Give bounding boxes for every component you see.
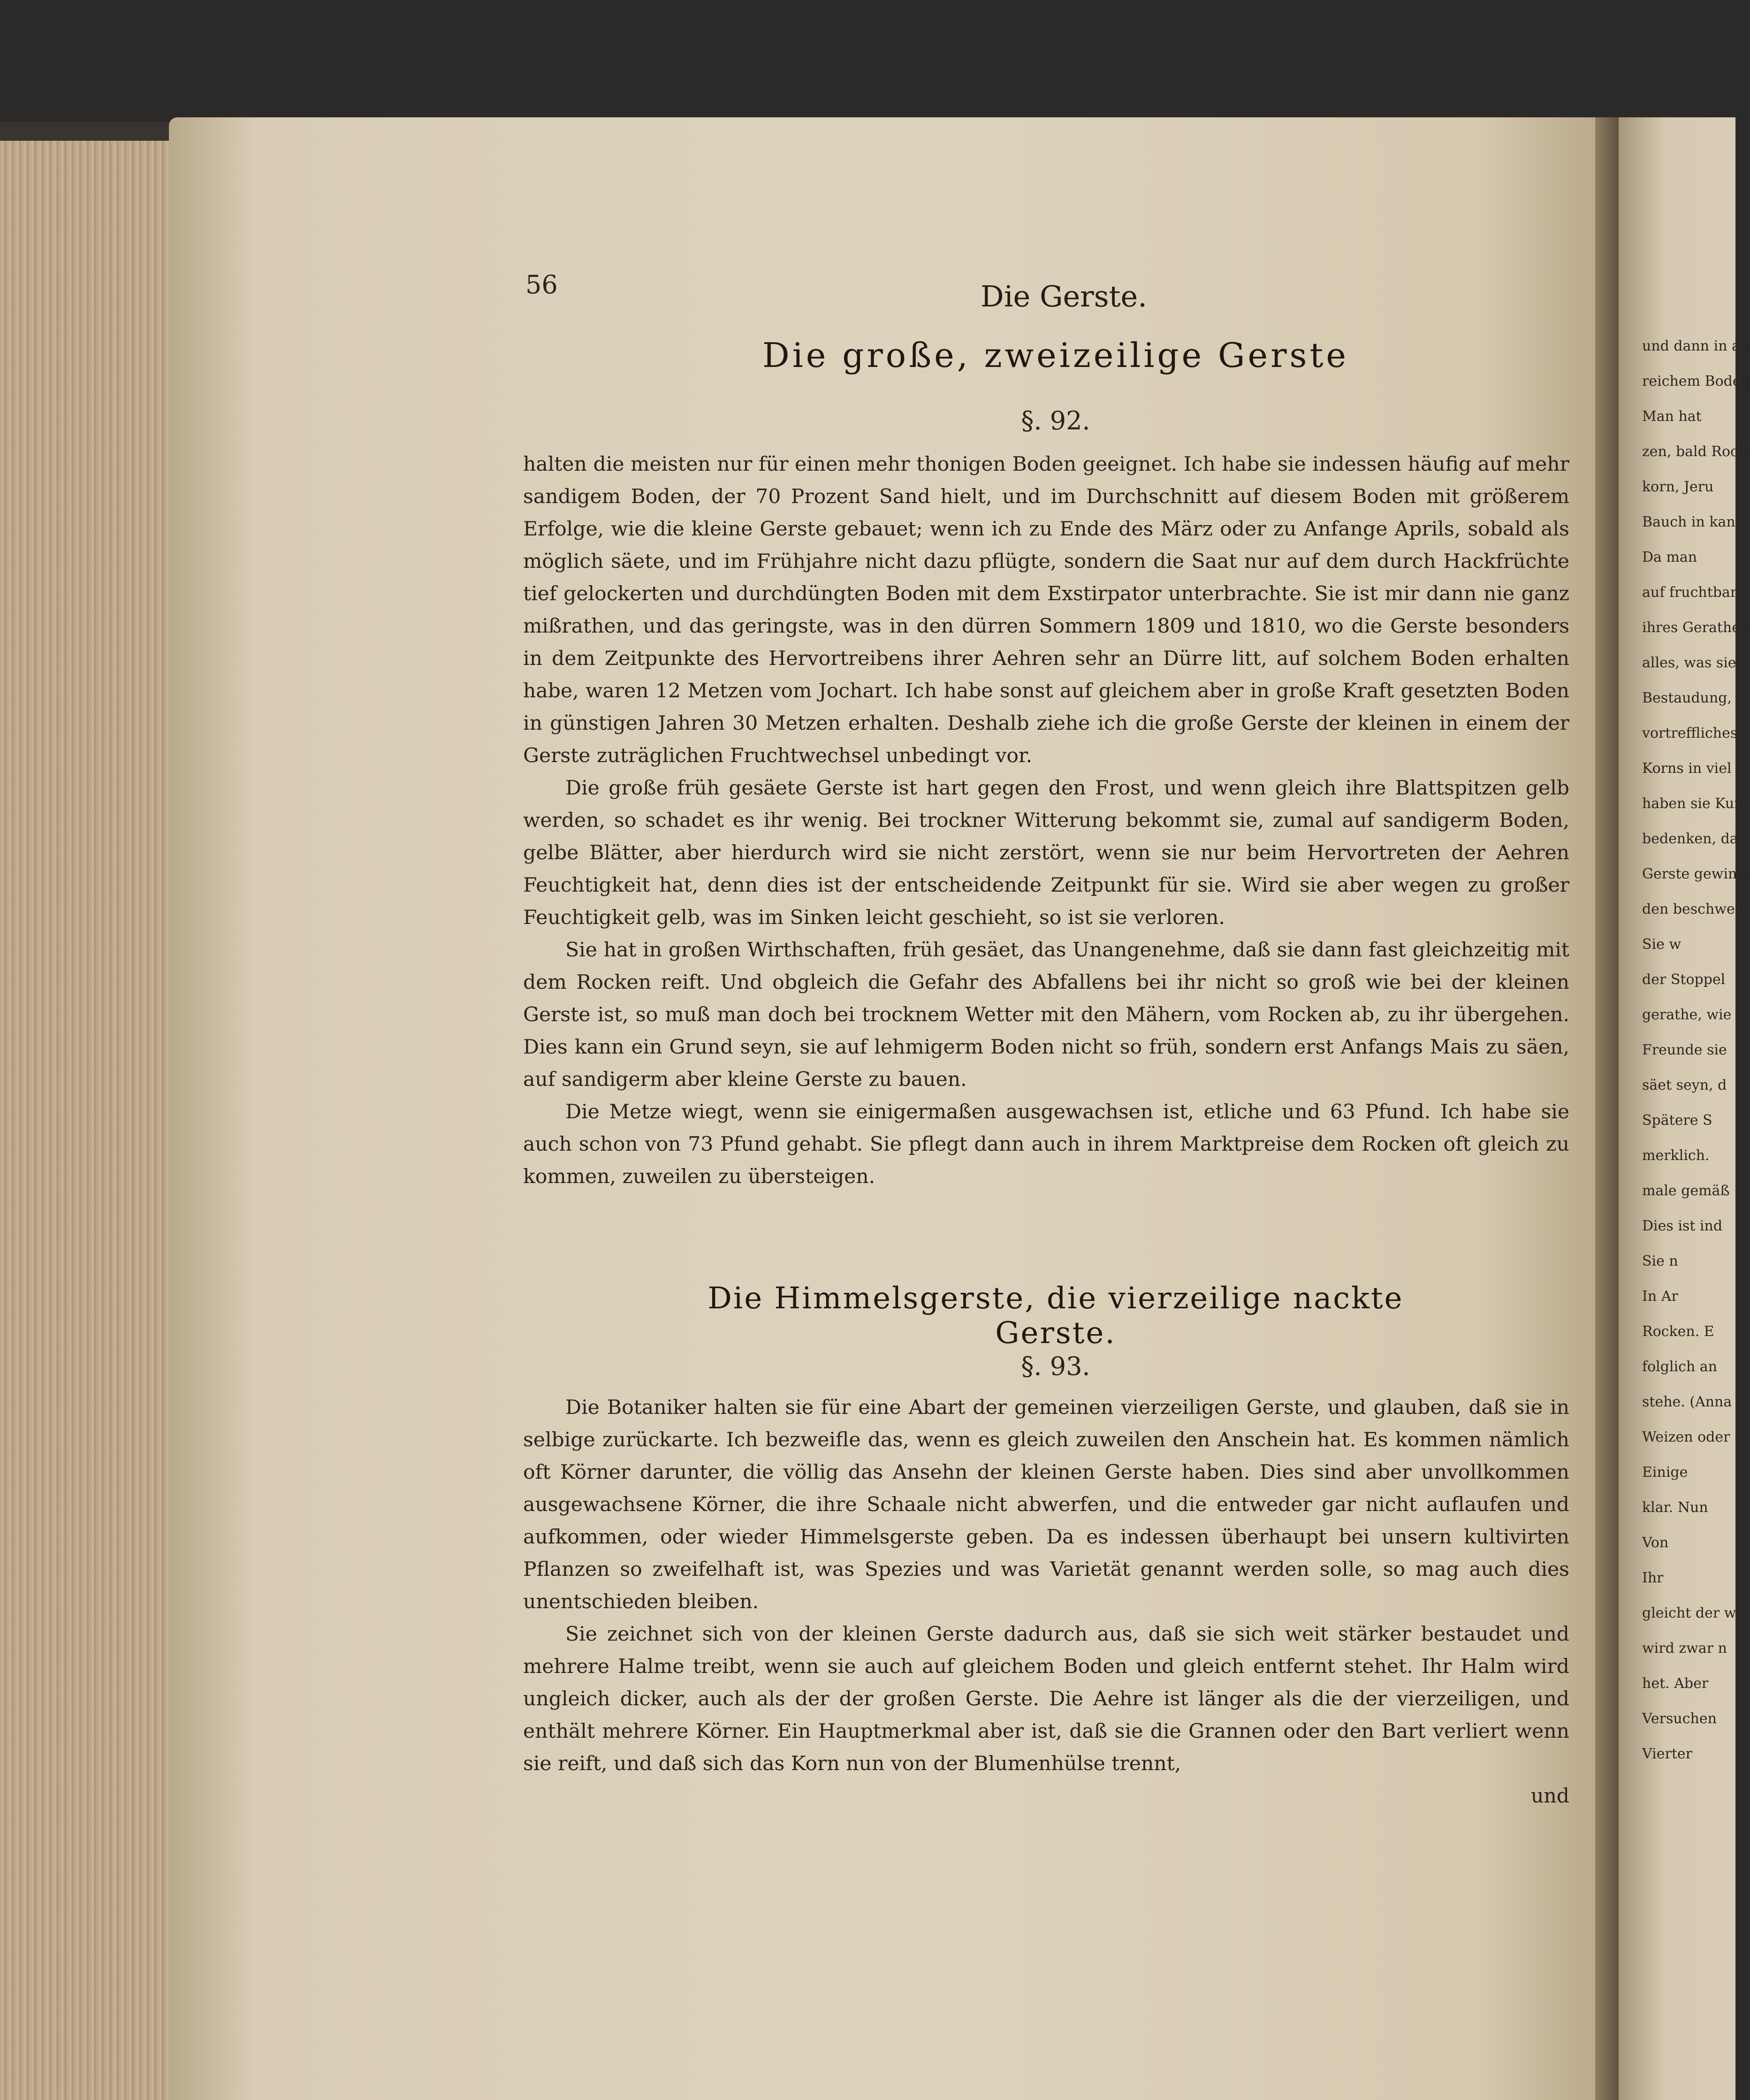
facing-page-line: Einige [1642,1464,1688,1481]
section-title-1: Die große, zweizeilige Gerste [762,336,1349,375]
facing-page-line: wird zwar n [1642,1640,1727,1657]
facing-page-line: korn, Jeru [1642,479,1714,495]
facing-page-line: Sie w [1642,936,1682,953]
facing-page-line: Man hat [1642,408,1702,425]
facing-page-text [1642,328,1750,1772]
facing-page-line: stehe. (Anna [1642,1394,1732,1410]
page-number: 56 [525,270,558,299]
facing-page-line: merklich. [1642,1147,1710,1164]
catchword: und [1531,1785,1569,1808]
facing-page-line: Bestaudung, [1642,690,1732,706]
facing-page-line: ihres Gerather [1642,619,1747,636]
facing-page-line: bedenken, da [1642,831,1738,847]
paragraph: Die große früh gesäete Gerste ist hart gegen den Frost, und wenn gleich ihre Blattspitzen gelb werden, so schadet es ihr wenig. Bei trockner Witterung bekommt sie, zumal auf sandigerm Boden, gelbe Blätter, aber hierdurch wird sie nicht zerstört, wenn sie nur beim Hervortreten der Aehren Feuchtigkeit hat, denn dies ist der entscheidende Zeitpunkt für sie. Wird sie aber wegen zu großer Feuchtigkeit gelb, was im Sinken leicht geschieht, so ist sie verloren. [523,777,1569,929]
facing-page-line: klar. Nun [1642,1499,1708,1516]
paragraph: halten die meisten nur für einen mehr thonigen Boden geeignet. Ich habe sie indessen häufig auf mehr sandigem Boden, der 70 Prozent Sand hielt, und im Durchschnitt auf diesem Boden mit größerem Erfolge, wie die kleine Gerste gebauet; wenn ich zu Ende des März oder zu Anfange Aprils, sobald als möglich säete, und im Frühjahre nicht dazu pflügte, sondern die Saat nur auf dem durch Hackfrüchte tief gelockerten und durchdüngten Boden mit dem Exstirpator unterbrachte. Sie ist mir dann nie ganz mißrathen, und das geringste, was in den dürren Sommern 1809 und 1810, wo die Gerste besonders in dem Zeitpunkte des Hervortreibens ihrer Aehren sehr an Dürre litt, auf solchem Boden erhalten habe, waren 12 Metzen vom Jochart. Ich habe sonst auf gleichem aber in große Kraft gesetzten Boden in günstigen Jahren 30 Metzen erhalten. Deshalb ziehe ich die große Gerste der kleinen in einem der Gerste zuträglichen Fruchtwechsel unbedingt vor. [523,453,1569,767]
facing-page-line: Weizen oder [1642,1429,1730,1445]
section-title-2: Die Himmelsgerste, die vierzeilige nackte Gerste. [708,1281,1404,1351]
facing-page-line: Versuchen [1642,1711,1717,1727]
paragraph: Die Metze wiegt, wenn sie einigermaßen ausgewachsen ist, etliche und 63 Pfund. Ich habe sie auch schon von 73 Pfund gehabt. Sie pflegt dann auch in ihrem Marktpreise dem Rocken oft gleich zu kommen, zuweilen zu übersteigen. [523,1100,1569,1188]
paragraph-number-93: §. 93. [1021,1352,1090,1381]
facing-page-line: haben sie Kur [1642,795,1741,812]
facing-page-line: Korns in viel g [1642,760,1745,777]
facing-page-line: het. Aber [1642,1675,1709,1692]
page-edges [0,141,178,2100]
facing-page-line: Bauch in kan [1642,514,1735,530]
facing-page-line: Gerste gewinn [1642,866,1746,882]
paragraph: Sie zeichnet sich von der kleinen Gerste dadurch aus, daß sie sich weit stärker bestaudet und mehrere Halme treibt, wenn sie auch auf gleichem Boden und gleich entfernt stehet. Ihr Halm wird ungleich dicker, auch als der der großen Gerste. Die Aehre ist länger als die der vierzeiligen, und enthält mehrere Körner. Ein Hauptmerkmal aber ist, daß sie die Grannen oder den Bart verliert wenn sie reift, und daß sich das Korn nun von der Blumenhülse trennt, [523,1623,1569,1775]
facing-page-line: Freunde sie [1642,1042,1727,1058]
facing-page-line: gerathe, wie [1642,1007,1732,1023]
facing-page-line: auf fruchtbar [1642,584,1737,601]
section-1-text [523,448,1569,1193]
facing-page-line: In Ar [1642,1288,1678,1305]
paragraph: Sie hat in großen Wirthschaften, früh gesäet, das Unangenehme, daß sie dann fast gleichzeitig mit dem Rocken reift. Und obgleich die Gefahr des Abfallens bei ihr nicht so groß wie bei der kleinen Gerste ist, so muß man doch bei trocknem Wetter mit den Mähern, vom Rocken ab, zu ihr übergehen. Dies kann ein Grund seyn, sie auf lehmigerm Boden nicht so früh, sondern erst Anfangs Mais zu säen, auf sandigerm aber kleine Gerste zu bauen. [523,939,1569,1091]
facing-page-line: Ihr [1642,1570,1664,1586]
facing-page-line: Rocken. E [1642,1323,1714,1340]
facing-page-line: alles, was sie [1642,655,1736,671]
facing-page-line: Spätere S [1642,1112,1712,1129]
facing-page-line: gleicht der w [1642,1605,1736,1621]
facing-page-line: vortreffliches, [1642,725,1742,741]
facing-page-line: den beschwer [1642,901,1742,917]
facing-page-line: Dies ist ind [1642,1218,1723,1234]
paragraph: Die Botaniker halten sie für eine Abart der gemeinen vierzeiligen Gerste, und glauben, daß sie in selbige zurückarte. Ich bezweifle das, wenn es gleich zuweilen den Anschein hat. Es kommen nämlich oft Körner darunter, die völlig das Ansehn der kleinen Gerste haben. Dies sind aber unvollkommen ausgewachsene Körner, die ihre Schaale nicht abwerfen, und die entweder gar nicht auflaufen und aufkommen, oder wieder Himmelsgerste geben. Da es indessen überhaupt bei unsern kultivirten Pflanzen so zweifelhaft ist, was Spezies und was Varietät genannt werden solle, so mag auch dies unentschieden bleiben. [523,1396,1569,1613]
facing-page-line: Vierter [1642,1746,1692,1762]
facing-page-line: folglich an [1642,1359,1718,1375]
facing-page-line: Von [1642,1535,1669,1551]
facing-page-line: zen, bald Rock [1642,443,1747,460]
running-title: Die Gerste. [981,279,1147,313]
paragraph-number-92: §. 92. [1021,406,1090,435]
facing-page-line: der Stoppel [1642,971,1726,988]
facing-page-line: male gemäß [1642,1183,1730,1199]
facing-page-line: säet seyn, d [1642,1077,1727,1093]
facing-page-line: Da man [1642,549,1697,565]
facing-page-line: Sie n [1642,1253,1678,1269]
facing-page-line: und dann in an [1642,338,1750,354]
facing-page-line: reichem Boden [1642,373,1750,389]
section-2-text [523,1391,1569,1812]
